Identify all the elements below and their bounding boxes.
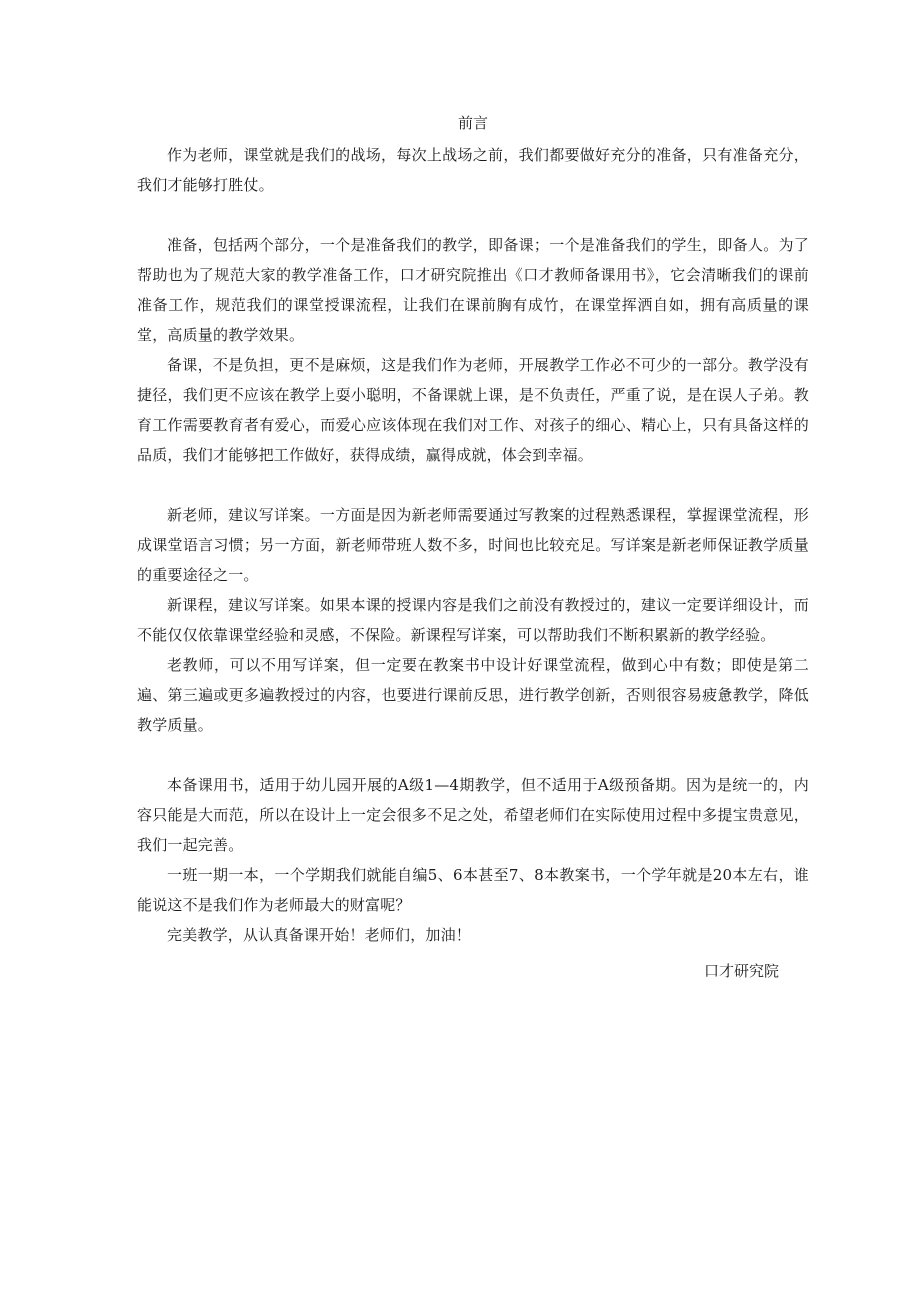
paragraph: 新课程，建议写详案。如果本课的授课内容是我们之前没有教授过的，建议一定要详细设计，而不能仅仅依靠课堂经验和灵感，不保险。新课程写详案，可以帮助我们不断积累新的教学经验。 <box>137 596 809 644</box>
paragraph: 备课，不是负担，更不是麻烦，这是我们作为老师，开展教学工作必不可少的一部分。教学没有捷径，我们更不应该在教学上耍小聪明，不备课就上课，是不负责任，严重了说，是在误人子弟。教育工作需要教育者有爱心，而爱心应该体现在我们对工作、对孩子的细心、精心上，只有具备这样的品质，我们才能够把工作做好，获得成绩，赢得成就，体会到幸福。 <box>137 356 809 464</box>
paragraph: 老教师，可以不用写详案，但一定要在教案书中设计好课堂流程，做到心中有数；即使是第二遍、第三遍或更多遍教授过的内容，也要进行课前反思，进行教学创新，否则很容易疲惫教学，降低教学质量。 <box>137 656 809 734</box>
paragraph: 本备课用书，适用于幼儿园开展的A级1—4期教学，但不适用于A级预备期。因为是统一的，内容只能是大而范，所以在设计上一定会很多不足之处，希望老师们在实际使用过程中多提宝贵意见，我们一起完善。 <box>137 776 809 854</box>
document-page <box>137 108 809 986</box>
paragraph: 完美教学，从认真备课开始！老师们，加油！ <box>167 926 472 944</box>
paragraph-gap <box>137 740 809 770</box>
signature: 口才研究院 <box>703 962 779 980</box>
paragraph-gap <box>137 200 809 230</box>
paragraph: 新老师，建议写详案。一方面是因为新老师需要通过写教案的过程熟悉课程，掌握课堂流程，形成课堂语言习惯；另一方面，新老师带班人数不多，时间也比较充足。写详案是新老师保证教学质量的重要途径之一。 <box>137 506 809 584</box>
document-title: 前言 <box>457 114 488 132</box>
paragraph: 准备，包括两个部分，一个是准备我们的教学，即备课；一个是准备我们的学生，即备人。为了帮助也为了规范大家的教学准备工作，口才研究院推出《口才教师备课用书》，它会清晰我们的课前准备工作，规范我们的课堂授课流程，让我们在课前胸有成竹，在课堂挥洒自如，拥有高质量的课堂，高质量的教学效果。 <box>137 236 809 344</box>
paragraph: 一班一期一本，一个学期我们就能自编5、6本甚至7、8本教案书，一个学年就是20本左右，谁能说这不是我们作为老师最大的财富呢？ <box>137 866 809 914</box>
paragraph-gap <box>137 470 809 500</box>
paragraph: 作为老师，课堂就是我们的战场，每次上战场之前，我们都要做好充分的准备，只有准备充分，我们才能够打胜仗。 <box>137 146 809 194</box>
